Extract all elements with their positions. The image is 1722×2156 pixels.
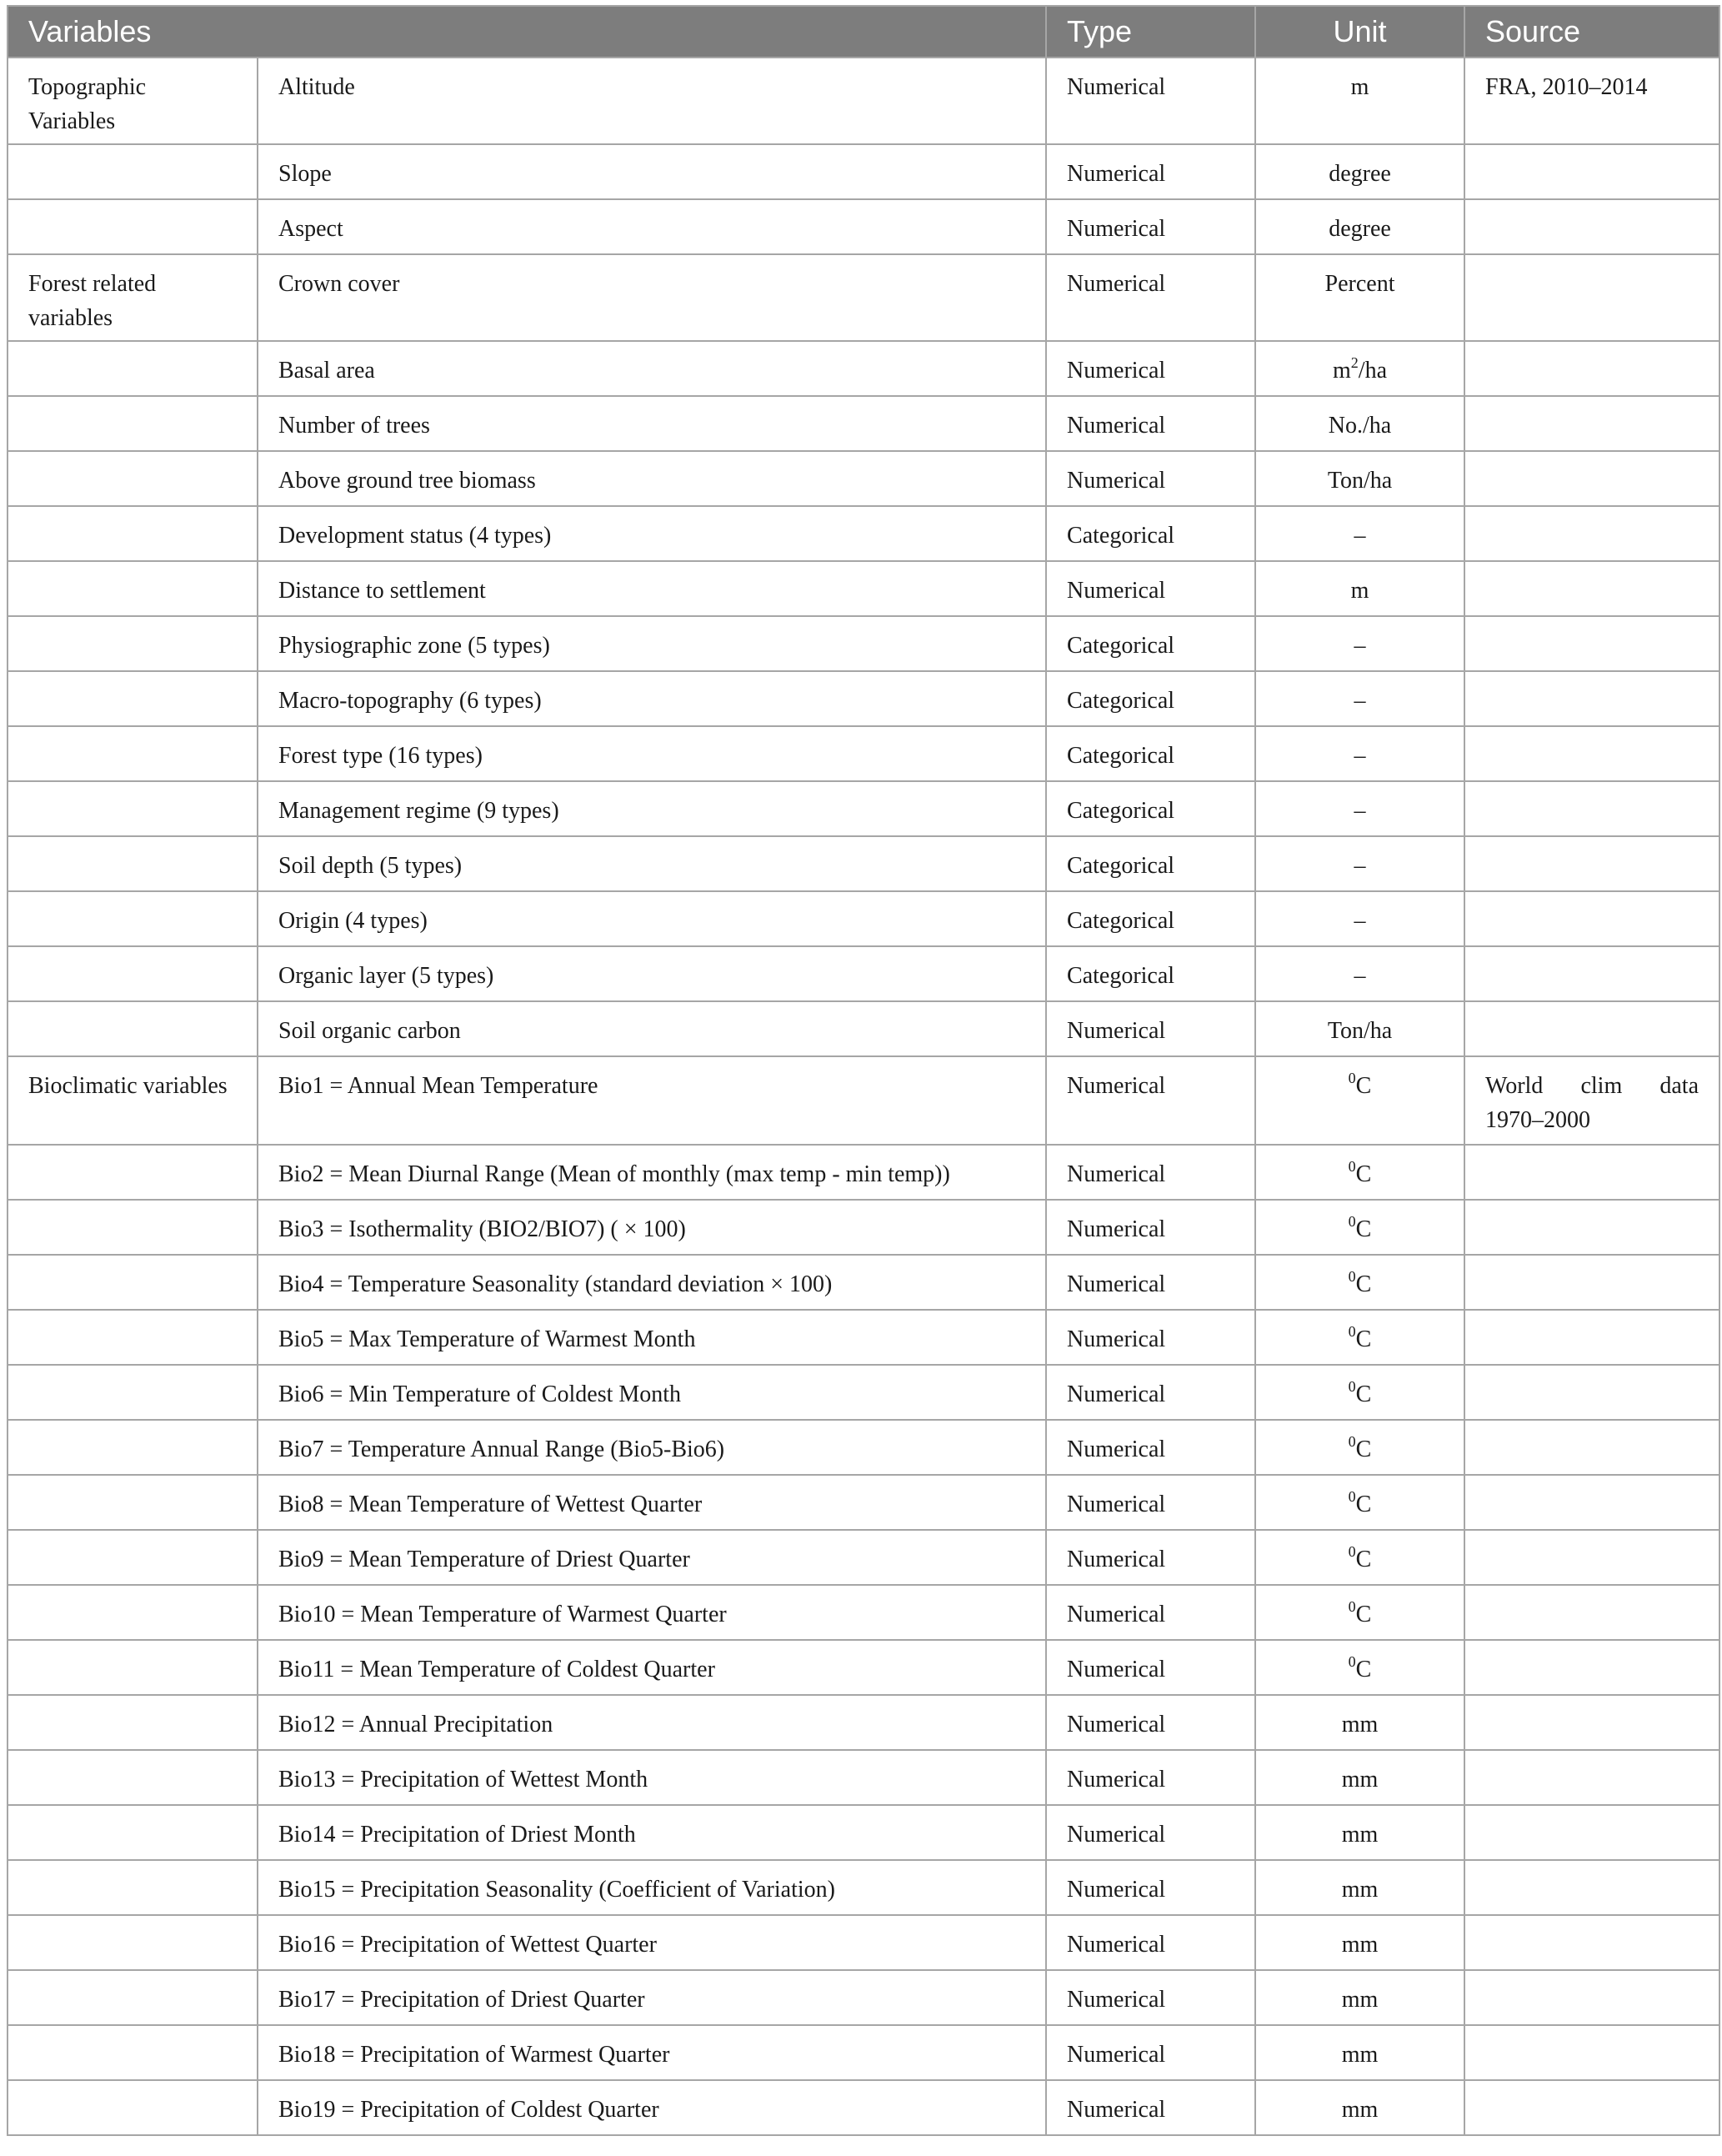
unit-cell <box>1255 1585 1464 1640</box>
unit-cell: mm <box>1255 1750 1464 1805</box>
group-cell <box>8 616 258 671</box>
type-cell: Numerical <box>1046 1860 1255 1915</box>
source-cell <box>1464 1420 1719 1475</box>
source-cell <box>1464 836 1719 891</box>
unit-cell <box>1255 1255 1464 1310</box>
unit-rest: C <box>1355 1492 1372 1517</box>
type-cell: Numerical <box>1046 2080 1255 2135</box>
table-row <box>8 891 1719 946</box>
variable-cell: Soil organic carbon <box>258 1001 1046 1056</box>
group-cell <box>8 1145 258 1200</box>
group-cell <box>8 1420 258 1475</box>
group-cell <box>8 199 258 254</box>
type-cell: Numerical <box>1046 396 1255 451</box>
type-cell: Numerical <box>1046 1255 1255 1310</box>
unit-superscript: 0 <box>1348 1069 1356 1086</box>
variable-cell: Macro-topography (6 types) <box>258 671 1046 726</box>
group-cell <box>8 891 258 946</box>
table-row <box>8 671 1719 726</box>
group-cell <box>8 1640 258 1695</box>
source-cell <box>1464 1915 1719 1970</box>
type-cell: Numerical <box>1046 561 1255 616</box>
source-cell <box>1464 1695 1719 1750</box>
table-row <box>8 616 1719 671</box>
group-cell <box>8 396 258 451</box>
unit-cell <box>1255 1530 1464 1585</box>
table-row <box>8 1056 1719 1145</box>
source-cell <box>1464 1640 1719 1695</box>
unit-rest: /ha <box>1358 358 1388 384</box>
source-cell: FRA, 2010–2014 <box>1464 58 1719 144</box>
type-cell: Categorical <box>1046 506 1255 561</box>
unit-cell: – <box>1255 781 1464 836</box>
variable-cell: Bio3 = Isothermality (BIO2/BIO7) ( × 100) <box>258 1200 1046 1255</box>
source-cell <box>1464 199 1719 254</box>
type-cell: Numerical <box>1046 1200 1255 1255</box>
variable-cell: Altitude <box>258 58 1046 144</box>
source-cell <box>1464 561 1719 616</box>
header-unit: Unit <box>1255 6 1464 58</box>
source-cell <box>1464 1585 1719 1640</box>
variable-cell: Bio13 = Precipitation of Wettest Month <box>258 1750 1046 1805</box>
unit-cell: mm <box>1255 1695 1464 1750</box>
group-cell <box>8 1585 258 1640</box>
variable-cell: Bio2 = Mean Diurnal Range (Mean of monthly (max temp - min temp)) <box>258 1145 1046 1200</box>
unit-rest: C <box>1355 1657 1372 1682</box>
variable-cell: Origin (4 types) <box>258 891 1046 946</box>
table-row <box>8 396 1719 451</box>
table-row <box>8 2025 1719 2080</box>
unit-superscript: 2 <box>1350 353 1359 371</box>
table-row <box>8 836 1719 891</box>
group-cell <box>8 726 258 781</box>
unit-rest: C <box>1355 1161 1372 1187</box>
type-cell: Numerical <box>1046 451 1255 506</box>
source-cell <box>1464 1001 1719 1056</box>
table-row <box>8 1915 1719 1970</box>
group-cell <box>8 946 258 1001</box>
header-row <box>8 6 1719 58</box>
unit-cell: mm <box>1255 2025 1464 2080</box>
variable-cell: Bio10 = Mean Temperature of Warmest Quarter <box>258 1585 1046 1640</box>
group-cell <box>8 1695 258 1750</box>
type-cell: Numerical <box>1046 2025 1255 2080</box>
type-cell: Numerical <box>1046 1640 1255 1695</box>
unit-cell: – <box>1255 616 1464 671</box>
table-row <box>8 1860 1719 1915</box>
type-cell: Numerical <box>1046 1915 1255 1970</box>
type-cell: Numerical <box>1046 341 1255 396</box>
unit-superscript: 0 <box>1348 1377 1356 1395</box>
unit-superscript: 0 <box>1348 1542 1356 1560</box>
table-row <box>8 1475 1719 1530</box>
unit-cell <box>1255 1200 1464 1255</box>
table-row <box>8 1365 1719 1420</box>
type-cell: Categorical <box>1046 836 1255 891</box>
table-row <box>8 1695 1719 1750</box>
source-cell <box>1464 1310 1719 1365</box>
table-row <box>8 58 1719 144</box>
unit-superscript: 0 <box>1348 1322 1356 1340</box>
type-cell: Categorical <box>1046 671 1255 726</box>
source-cell <box>1464 254 1719 341</box>
group-cell <box>8 144 258 199</box>
unit-cell <box>1255 1145 1464 1200</box>
group-cell <box>8 1475 258 1530</box>
variable-cell: Organic layer (5 types) <box>258 946 1046 1001</box>
source-cell <box>1464 1200 1719 1255</box>
variable-cell: Bio11 = Mean Temperature of Coldest Quarter <box>258 1640 1046 1695</box>
group-cell <box>8 1365 258 1420</box>
group-cell <box>8 836 258 891</box>
unit-cell: – <box>1255 671 1464 726</box>
variable-cell: Number of trees <box>258 396 1046 451</box>
type-cell: Numerical <box>1046 1145 1255 1200</box>
unit-cell <box>1255 1310 1464 1365</box>
type-cell: Numerical <box>1046 1530 1255 1585</box>
type-cell: Numerical <box>1046 1695 1255 1750</box>
unit-rest: C <box>1355 1216 1372 1242</box>
unit-superscript: 0 <box>1348 1487 1356 1505</box>
unit-superscript: 0 <box>1348 1597 1356 1615</box>
source-cell <box>1464 891 1719 946</box>
table-row <box>8 781 1719 836</box>
variable-cell: Bio12 = Annual Precipitation <box>258 1695 1046 1750</box>
header-variables: Variables <box>8 6 1046 58</box>
table-row <box>8 341 1719 396</box>
group-cell: Forest related variables <box>8 254 258 341</box>
table-row <box>8 1750 1719 1805</box>
unit-base: m <box>1333 358 1351 384</box>
group-cell <box>8 1001 258 1056</box>
group-cell <box>8 2080 258 2135</box>
group-cell <box>8 1200 258 1255</box>
group-cell <box>8 781 258 836</box>
variable-cell: Bio15 = Precipitation Seasonality (Coefficient of Variation) <box>258 1860 1046 1915</box>
group-cell <box>8 1255 258 1310</box>
unit-cell: mm <box>1255 1915 1464 1970</box>
type-cell: Numerical <box>1046 58 1255 144</box>
unit-rest: C <box>1355 1602 1372 1627</box>
source-cell <box>1464 144 1719 199</box>
type-cell: Numerical <box>1046 199 1255 254</box>
type-cell: Categorical <box>1046 726 1255 781</box>
variable-cell: Bio5 = Max Temperature of Warmest Month <box>258 1310 1046 1365</box>
group-cell <box>8 1530 258 1585</box>
group-cell <box>8 671 258 726</box>
variable-cell: Slope <box>258 144 1046 199</box>
variable-cell: Aspect <box>258 199 1046 254</box>
unit-cell: mm <box>1255 1970 1464 2025</box>
source-cell <box>1464 1475 1719 1530</box>
table-header <box>8 6 1719 58</box>
variable-cell: Bio19 = Precipitation of Coldest Quarter <box>258 2080 1046 2135</box>
unit-cell: m <box>1255 58 1464 144</box>
type-cell: Numerical <box>1046 1001 1255 1056</box>
table-body <box>8 58 1719 2135</box>
group-cell <box>8 1310 258 1365</box>
type-cell: Categorical <box>1046 891 1255 946</box>
unit-cell: Percent <box>1255 254 1464 341</box>
type-cell: Numerical <box>1046 144 1255 199</box>
type-cell: Numerical <box>1046 1970 1255 2025</box>
table-row <box>8 1001 1719 1056</box>
table-row <box>8 1585 1719 1640</box>
unit-superscript: 0 <box>1348 1212 1356 1230</box>
table-row <box>8 1255 1719 1310</box>
unit-superscript: 0 <box>1348 1432 1356 1450</box>
group-cell <box>8 1860 258 1915</box>
type-cell: Numerical <box>1046 254 1255 341</box>
group-cell <box>8 341 258 396</box>
table-row <box>8 1970 1719 2025</box>
unit-cell <box>1255 1640 1464 1695</box>
variable-cell: Bio8 = Mean Temperature of Wettest Quarter <box>258 1475 1046 1530</box>
table-row <box>8 1310 1719 1365</box>
table-row <box>8 1640 1719 1695</box>
group-cell <box>8 1915 258 1970</box>
table-row <box>8 561 1719 616</box>
table-row <box>8 144 1719 199</box>
table-row <box>8 1145 1719 1200</box>
group-cell <box>8 506 258 561</box>
unit-cell: mm <box>1255 2080 1464 2135</box>
variable-cell: Basal area <box>258 341 1046 396</box>
unit-cell <box>1255 341 1464 396</box>
source-cell <box>1464 2080 1719 2135</box>
unit-rest: C <box>1355 1326 1372 1352</box>
type-cell: Numerical <box>1046 1585 1255 1640</box>
variable-cell: Bio14 = Precipitation of Driest Month <box>258 1805 1046 1860</box>
source-cell <box>1464 1750 1719 1805</box>
type-cell: Numerical <box>1046 1420 1255 1475</box>
source-cell <box>1464 1530 1719 1585</box>
unit-rest: C <box>1355 1547 1372 1572</box>
source-cell <box>1464 1145 1719 1200</box>
table-row <box>8 254 1719 341</box>
unit-cell: degree <box>1255 144 1464 199</box>
table-row <box>8 726 1719 781</box>
unit-cell: mm <box>1255 1860 1464 1915</box>
source-cell <box>1464 1860 1719 1915</box>
group-cell <box>8 561 258 616</box>
unit-cell: – <box>1255 946 1464 1001</box>
unit-cell <box>1255 1056 1464 1145</box>
group-cell: Bioclimatic variables <box>8 1056 258 1145</box>
type-cell: Numerical <box>1046 1365 1255 1420</box>
variable-cell: Bio7 = Temperature Annual Range (Bio5-Bio6) <box>258 1420 1046 1475</box>
source-cell <box>1464 451 1719 506</box>
variable-cell: Bio17 = Precipitation of Driest Quarter <box>258 1970 1046 2025</box>
unit-cell: degree <box>1255 199 1464 254</box>
unit-superscript: 0 <box>1348 1157 1356 1175</box>
type-cell: Categorical <box>1046 781 1255 836</box>
table-row <box>8 506 1719 561</box>
table-row <box>8 1805 1719 1860</box>
unit-superscript: 0 <box>1348 1267 1356 1285</box>
unit-cell <box>1255 1475 1464 1530</box>
variable-cell: Bio1 = Annual Mean Temperature <box>258 1056 1046 1145</box>
variable-cell: Development status (4 types) <box>258 506 1046 561</box>
source-cell: World clim data 1970–2000 <box>1464 1056 1719 1145</box>
type-cell: Numerical <box>1046 1750 1255 1805</box>
source-cell <box>1464 396 1719 451</box>
group-cell: Topographic Variables <box>8 58 258 144</box>
type-cell: Numerical <box>1046 1310 1255 1365</box>
unit-cell: mm <box>1255 1805 1464 1860</box>
group-cell <box>8 2025 258 2080</box>
source-cell <box>1464 726 1719 781</box>
source-cell <box>1464 1365 1719 1420</box>
header-source: Source <box>1464 6 1719 58</box>
table-row <box>8 1200 1719 1255</box>
unit-cell: No./ha <box>1255 396 1464 451</box>
unit-rest: C <box>1355 1271 1372 1297</box>
source-cell <box>1464 2025 1719 2080</box>
variable-cell: Management regime (9 types) <box>258 781 1046 836</box>
unit-cell: m <box>1255 561 1464 616</box>
group-cell <box>8 451 258 506</box>
source-cell <box>1464 616 1719 671</box>
source-cell <box>1464 506 1719 561</box>
variable-cell: Soil depth (5 types) <box>258 836 1046 891</box>
unit-cell: – <box>1255 891 1464 946</box>
group-cell <box>8 1750 258 1805</box>
unit-rest: C <box>1355 1073 1372 1099</box>
variables-table <box>7 5 1720 2136</box>
header-type: Type <box>1046 6 1255 58</box>
unit-rest: C <box>1355 1436 1372 1462</box>
variable-cell: Forest type (16 types) <box>258 726 1046 781</box>
table-row <box>8 946 1719 1001</box>
type-cell: Numerical <box>1046 1805 1255 1860</box>
variable-cell: Bio4 = Temperature Seasonality (standard deviation × 100) <box>258 1255 1046 1310</box>
variable-cell: Bio16 = Precipitation of Wettest Quarter <box>258 1915 1046 1970</box>
unit-cell: – <box>1255 506 1464 561</box>
group-cell <box>8 1970 258 2025</box>
source-cell <box>1464 341 1719 396</box>
unit-cell: Ton/ha <box>1255 1001 1464 1056</box>
unit-cell <box>1255 1365 1464 1420</box>
source-cell <box>1464 1255 1719 1310</box>
variable-cell: Bio6 = Min Temperature of Coldest Month <box>258 1365 1046 1420</box>
table-row <box>8 1420 1719 1475</box>
type-cell: Numerical <box>1046 1056 1255 1145</box>
variable-cell: Physiographic zone (5 types) <box>258 616 1046 671</box>
variable-cell: Bio9 = Mean Temperature of Driest Quarter <box>258 1530 1046 1585</box>
variable-cell: Bio18 = Precipitation of Warmest Quarter <box>258 2025 1046 2080</box>
variable-cell: Distance to settlement <box>258 561 1046 616</box>
group-cell <box>8 1805 258 1860</box>
table-row <box>8 1530 1719 1585</box>
table-row <box>8 451 1719 506</box>
source-cell <box>1464 1970 1719 2025</box>
unit-cell <box>1255 1420 1464 1475</box>
table-row <box>8 2080 1719 2135</box>
unit-cell: – <box>1255 836 1464 891</box>
source-cell <box>1464 671 1719 726</box>
table-row <box>8 199 1719 254</box>
unit-superscript: 0 <box>1348 1652 1356 1670</box>
source-cell <box>1464 1805 1719 1860</box>
unit-cell: – <box>1255 726 1464 781</box>
source-cell <box>1464 781 1719 836</box>
variable-cell: Crown cover <box>258 254 1046 341</box>
source-cell <box>1464 946 1719 1001</box>
type-cell: Categorical <box>1046 616 1255 671</box>
variable-cell: Above ground tree biomass <box>258 451 1046 506</box>
type-cell: Numerical <box>1046 1475 1255 1530</box>
unit-cell: Ton/ha <box>1255 451 1464 506</box>
type-cell: Categorical <box>1046 946 1255 1001</box>
unit-rest: C <box>1355 1381 1372 1407</box>
